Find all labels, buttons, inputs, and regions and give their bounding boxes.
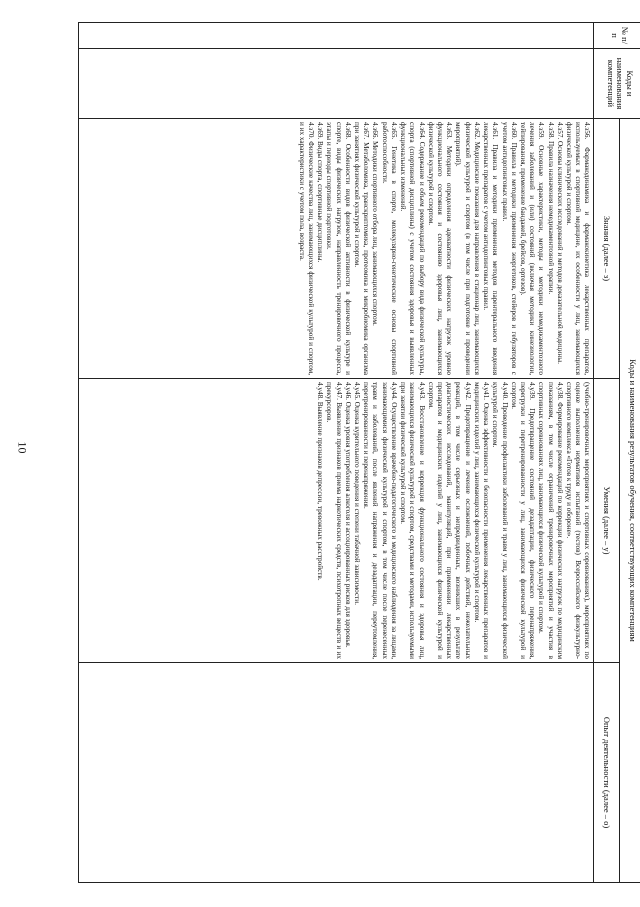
knowledge-item: 4.з69. Виды спорта, спортивные дисциплины.: [316, 122, 325, 263]
skills-item: 4.у44. Осуществление врачебно-педагогического и медицинского наблюдения за лицами, занимающимися физической культурой и спортом, в том числе после перенесенных травм и заболеваний, после явлений напряжения и дезадаптации, переутомления, перетренированности и перенапряжения.: [362, 382, 398, 659]
knowledge-list: [297, 122, 592, 375]
skills-item: 4.у45. Оценка курительного поведения и степени табачной зависимости.: [353, 382, 362, 605]
header-results-group: Коды и наименования результатов обучения, соответствующих компетенциям: [620, 119, 640, 883]
skills-item: (учебно-тренировочных мероприятиях и спортивных соревнованиях), мероприятиях по оценке выполнения нормативов испытаний (тестов) Всероссийского физкультурно-спортивного комплекса «Готов к труду и обороне».: [565, 382, 592, 659]
skills-list: [315, 382, 592, 659]
skills-item: 4.у41. Оценка эффективности и безопасности применения лекарственных препаратов и медицинских изделий у лиц, занимающихся физической культурой и спортом.: [472, 382, 491, 659]
knowledge-item: 4.з60. Правила и методики применения энергетиков, стейеров и гебуляторов с учетом антидопинговых правил.: [500, 122, 518, 375]
knowledge-item: 4.з61. Правила и методики применения методов парентерального введения лекарственных препаратов с учетом антидопинговых правил.: [482, 122, 500, 375]
rotated-table-container: [78, 22, 640, 882]
knowledge-item: 4.з63. Методики определения адекватности физических нагрузок уровню функционального состояния и состоянию здоровья лиц, занимающихся физической культурой и спортом.: [426, 122, 454, 375]
knowledge-item: 4.з66. Методики спортивного отбора лиц, занимающихся спортом.: [371, 122, 380, 326]
knowledge-item: 4.з65. Генетика в спорте, молекулярно-генетические основы спортивной работоспособности.: [380, 122, 398, 375]
header-number: № п/п: [594, 23, 640, 49]
knowledge-item: 4.з58. Правила назначения немедикаментозной терапии.: [546, 122, 555, 295]
header-skills: Умения (далее – у): [594, 379, 620, 663]
skills-item: 4.у47. Выявление признаков приема наркотических средств, психотропных веществ и их прекурсоров.: [325, 382, 343, 659]
header-knowledge: Знания (далее – з): [594, 119, 620, 379]
competency-table: [78, 22, 640, 883]
cell-experience: [79, 663, 594, 883]
knowledge-item: 4.з62. Медицинские показания для направления в стационар лиц, занимающихся физической культурой и спортом (в том числе при подготовке и проведении мероприятий).: [454, 122, 481, 375]
knowledge-item: 4.з67. Метаболомика, транскриптомика, протеомика и микробиомика организма при занятиях физической культурой и спортом.: [353, 122, 371, 375]
skills-item: 4.у42. Предотвращение и лечение осложнений, побочных действий, нежелательных реакций, в том числе серьезных и непредвиденных, возникших в результате диагностических исследований, манипуляций, при применении лекарственных препаратов и медицинских изделий у лиц, занимающихся физической культурой и спортом.: [426, 382, 472, 659]
skills-item: 4.у48. Выявление признаков депрессии, тревожных расстройств.: [316, 382, 325, 581]
cell-codes: [79, 49, 594, 119]
knowledge-item: 4.з68. Особенности видов физической активности в физической культуре и спорте, виды физических нагрузок, направленность тренировочного процесса, этапы и периоды спортивной подготовки.: [325, 122, 352, 375]
cell-knowledge: [79, 119, 594, 379]
skills-item: 4.у38. Формирование рекомендаций по коррекции физических нагрузок по медицинским показаниям, в том числе ограничений тренировочных мероприятий и участия в спортивных соревнованиях лиц, занимающихся физической культурой и спортом.: [537, 382, 564, 659]
knowledge-item: 4.з56. Фармакодинамика и фармакокинетика лекарственных препаратов, используемых в спортивной медицине, их особенности у лиц, занимающихся физической культурой и спортом.: [565, 122, 592, 375]
skills-item: 4.у46. Оценка уровня употребления алкоголя и ассоциированных рисков для здоровья.: [343, 382, 352, 648]
page-number: 10: [15, 441, 30, 454]
cell-skills: [79, 379, 594, 663]
cell-number: [79, 23, 594, 49]
skills-item: 4.у39. Предотвращение состояний дезадаптации, физического перенапряжения, перегрузки и перетренированности у лиц, занимающихся физической культурой и спортом.: [509, 382, 537, 659]
skills-item: 4.у43. Восстановление и коррекция функционального состояния и здоровья лиц, занимающихся физической культурой и спортом, средствами и методами, используемыми при занятии физической культурой и спортом.: [399, 382, 426, 659]
knowledge-item: 4.з64. Содержание и объем рекомендаций по выбору вида физической культуры, спорта (спортивной дисциплины) с учетом состояния здоровья и выявленных функциональных изменений.: [399, 122, 426, 375]
knowledge-item: 4.з57. Основы клинических исследований и методов доказательной медицины.: [555, 122, 564, 364]
skills-item: 4.у40. Проведение профилактики заболеваний и травм у лиц, занимающихся физической культурой и спортом.: [491, 382, 509, 659]
header-codes: Коды и наименования компетенций: [594, 49, 640, 119]
knowledge-item: 4.з70. Физические качества лиц, занимающихся физической культурой и спортом, и их характеристики с учетом пола, возраста.: [297, 122, 315, 375]
header-experience: Опыт деятельности (далее – о): [594, 663, 620, 883]
knowledge-item: 4.з59. Основные характеристики, методы и методики немедикаментозного лечения заболеваний и (или) состояний (включая методики кинезиологии, тейпирования, применение бандажей, брейсов, ортезов).: [518, 122, 546, 375]
